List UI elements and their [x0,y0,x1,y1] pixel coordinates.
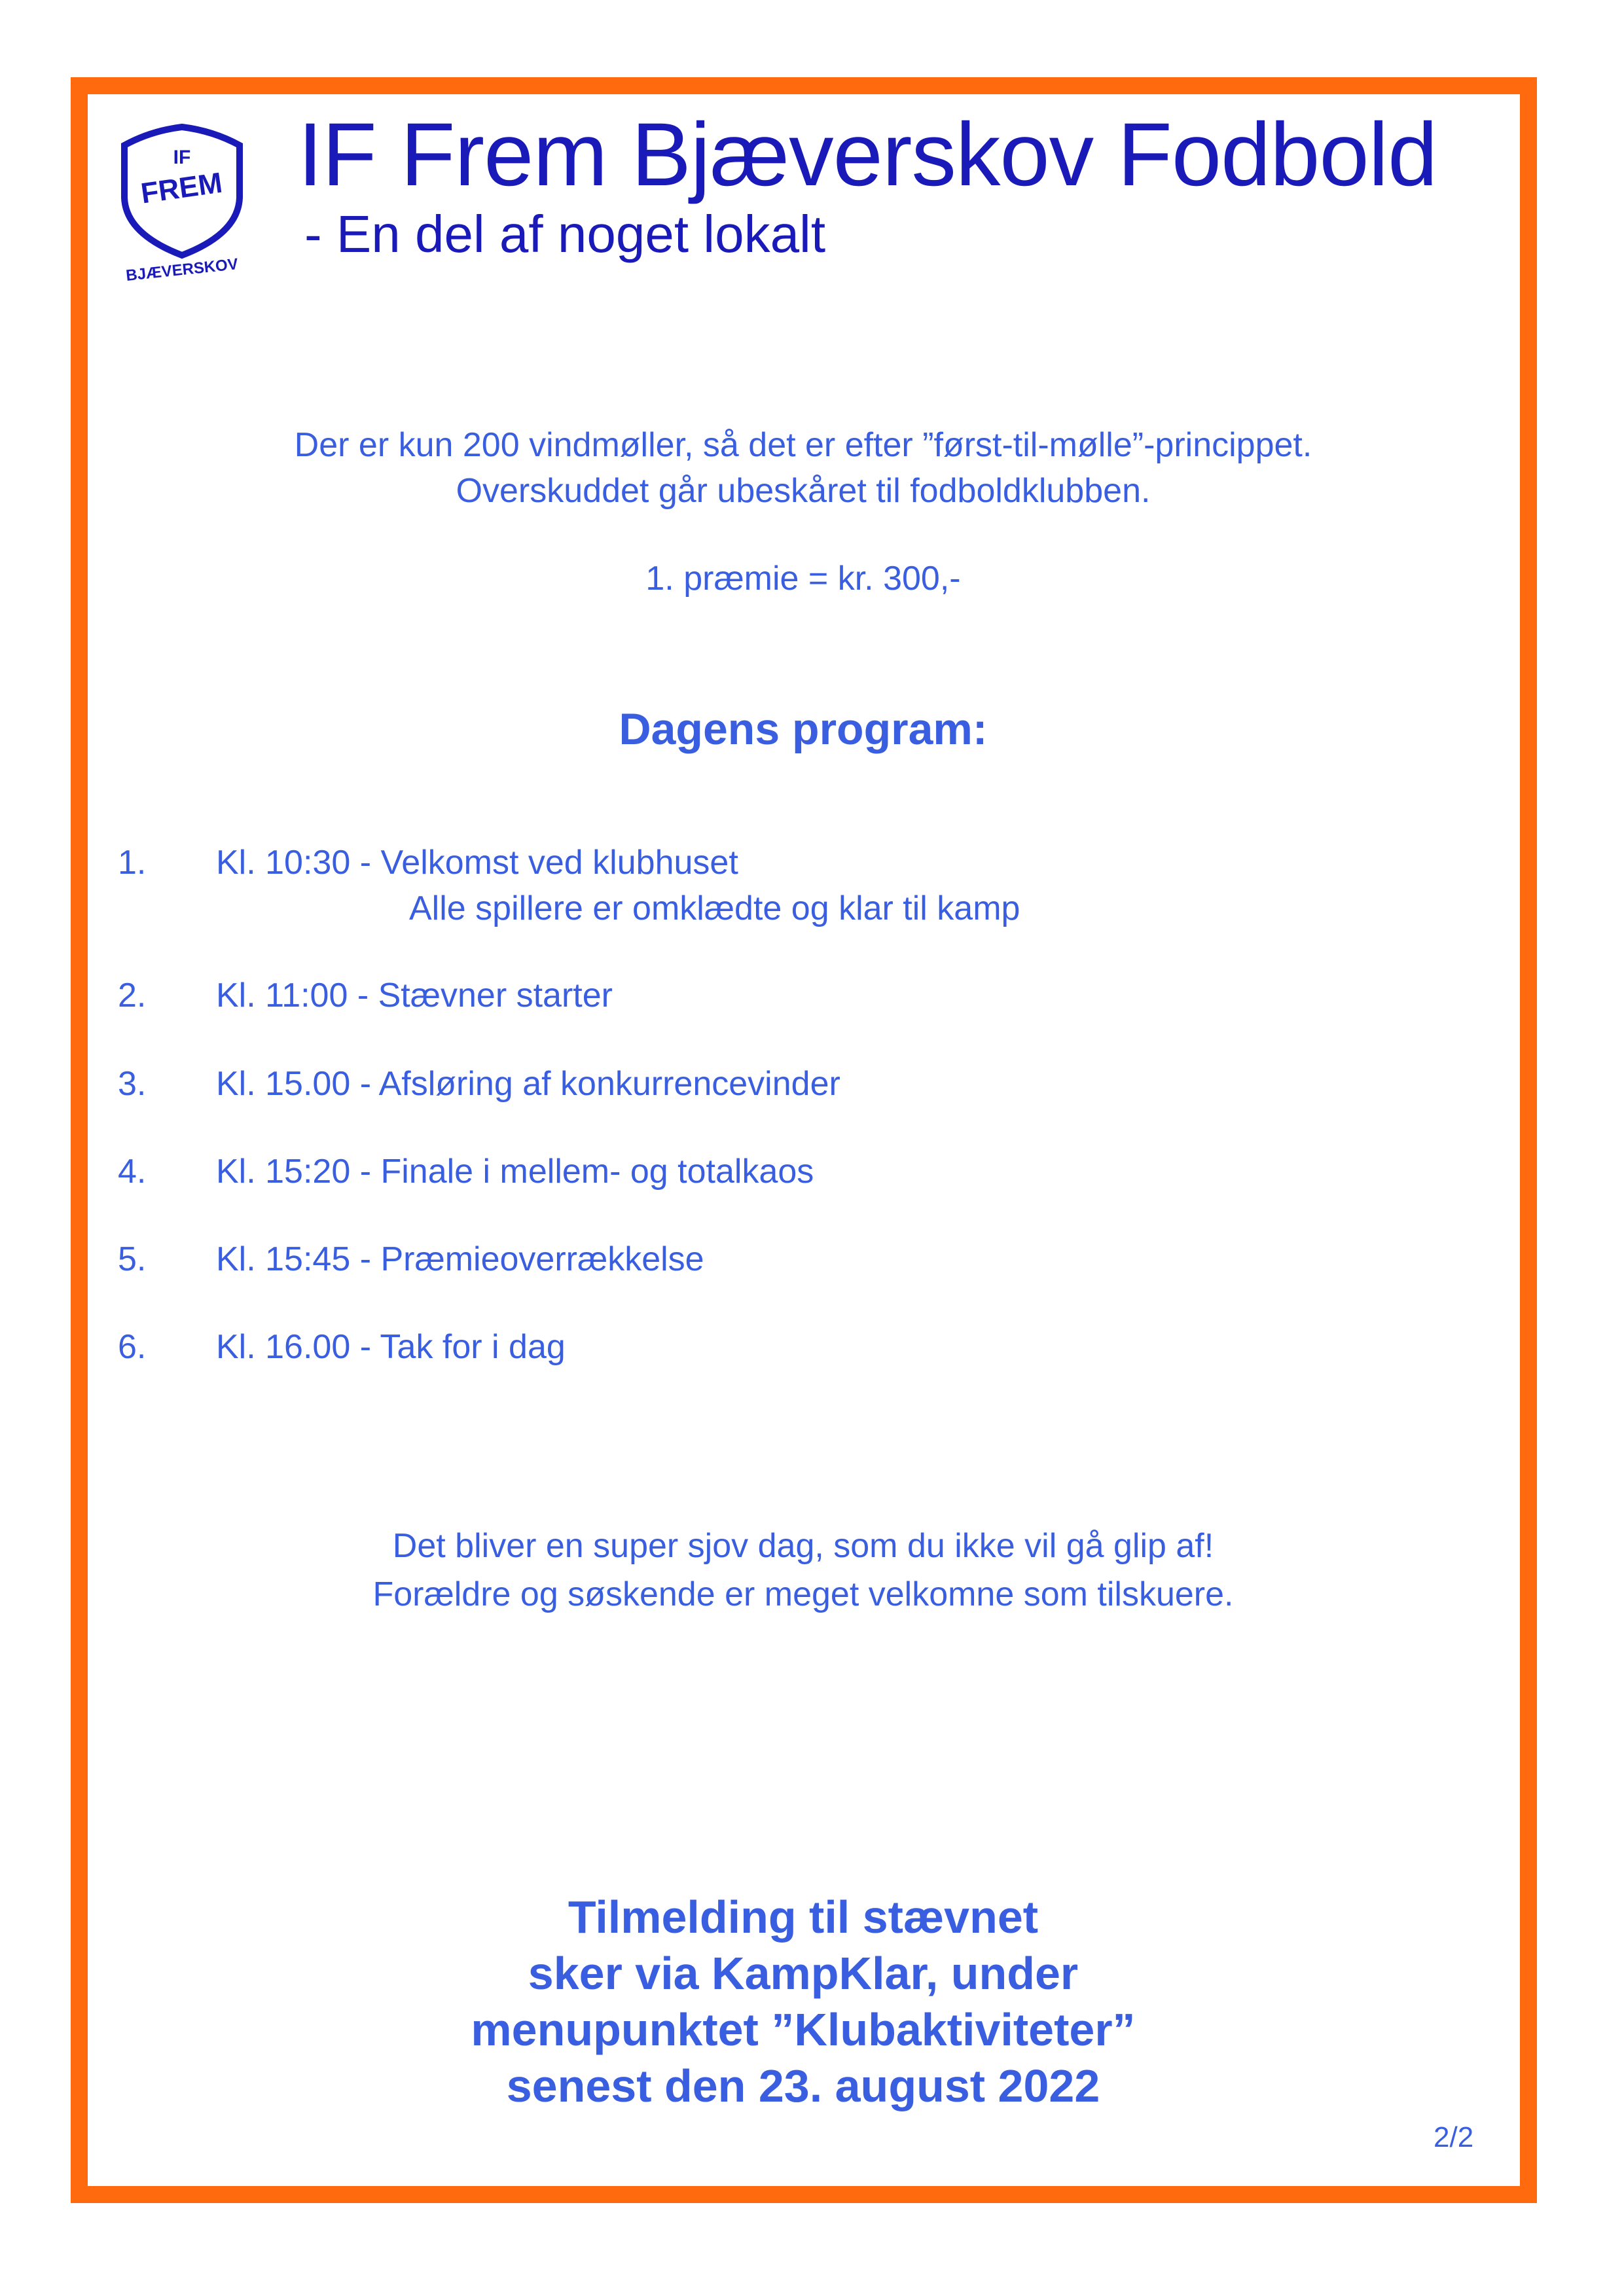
program-heading: Dagens program: [619,704,988,754]
signup-line-1: Tilmelding til stævnet [568,1892,1039,1943]
signup-line-4: senest den 23. august 2022 [506,2060,1100,2111]
page-number: 2/2 [1434,2121,1474,2153]
program-item-text: Kl. 16.00 - Tak for i dag [216,1328,566,1366]
intro-line-1: Der er kun 200 vindmøller, så det er efter ”først-til-mølle”-princippet. [294,426,1312,464]
intro-line-2: Overskuddet går ubeskåret til fodboldklubben. [456,472,1151,510]
closing-line-2: Forældre og søskende er meget velkomne som tilskuere. [372,1575,1234,1613]
logo-top-text: IF [173,147,191,168]
program-item-text: Kl. 15:45 - Præmieoverrækkelse [216,1240,704,1278]
program-item-text: Kl. 11:00 - Stævner starter [216,977,613,1014]
program-item [0,1155,1624,1200]
signup-line-2: sker via KampKlar, under [528,1948,1079,1999]
program-item-text: Kl. 15:20 - Finale i mellem- og totalkaos [216,1153,814,1191]
program-item [0,1067,1624,1113]
club-logo [105,99,259,289]
prize-line: 1. præmie = kr. 300,- [645,560,961,598]
page-border [71,77,1537,2203]
program-item-text: Kl. 10:30 - Velkomst ved klubhuset [216,844,738,882]
club-title: IF Frem Bjæverskov Fodbold [298,105,1437,205]
program-item-text: Kl. 15.00 - Afsløring af konkurrencevinder [216,1065,840,1103]
club-subtitle: - En del af noget lokalt [304,205,826,263]
logo-middle-text: FREM [139,166,225,210]
program-item [0,844,1624,927]
program-item-number: 6. [118,1328,147,1366]
program-item-number: 3. [118,1065,147,1103]
program-item-number: 4. [118,1153,147,1191]
program-item [0,978,1624,1024]
program-item [0,1242,1624,1288]
program-item-number: 1. [118,844,147,882]
program-item [0,1330,1624,1376]
logo-bottom-text: BJÆVERSKOV [125,255,240,285]
program-item-number: 2. [118,977,147,1014]
signup-line-3: menupunktet ”Klubaktiviteter” [471,2004,1136,2055]
closing-line-1: Det bliver en super sjov dag, som du ikke vil gå glip af! [392,1527,1214,1565]
program-item-subtext: Alle spillere er omklædte og klar til kamp [409,889,1020,927]
program-item-number: 5. [118,1240,147,1278]
